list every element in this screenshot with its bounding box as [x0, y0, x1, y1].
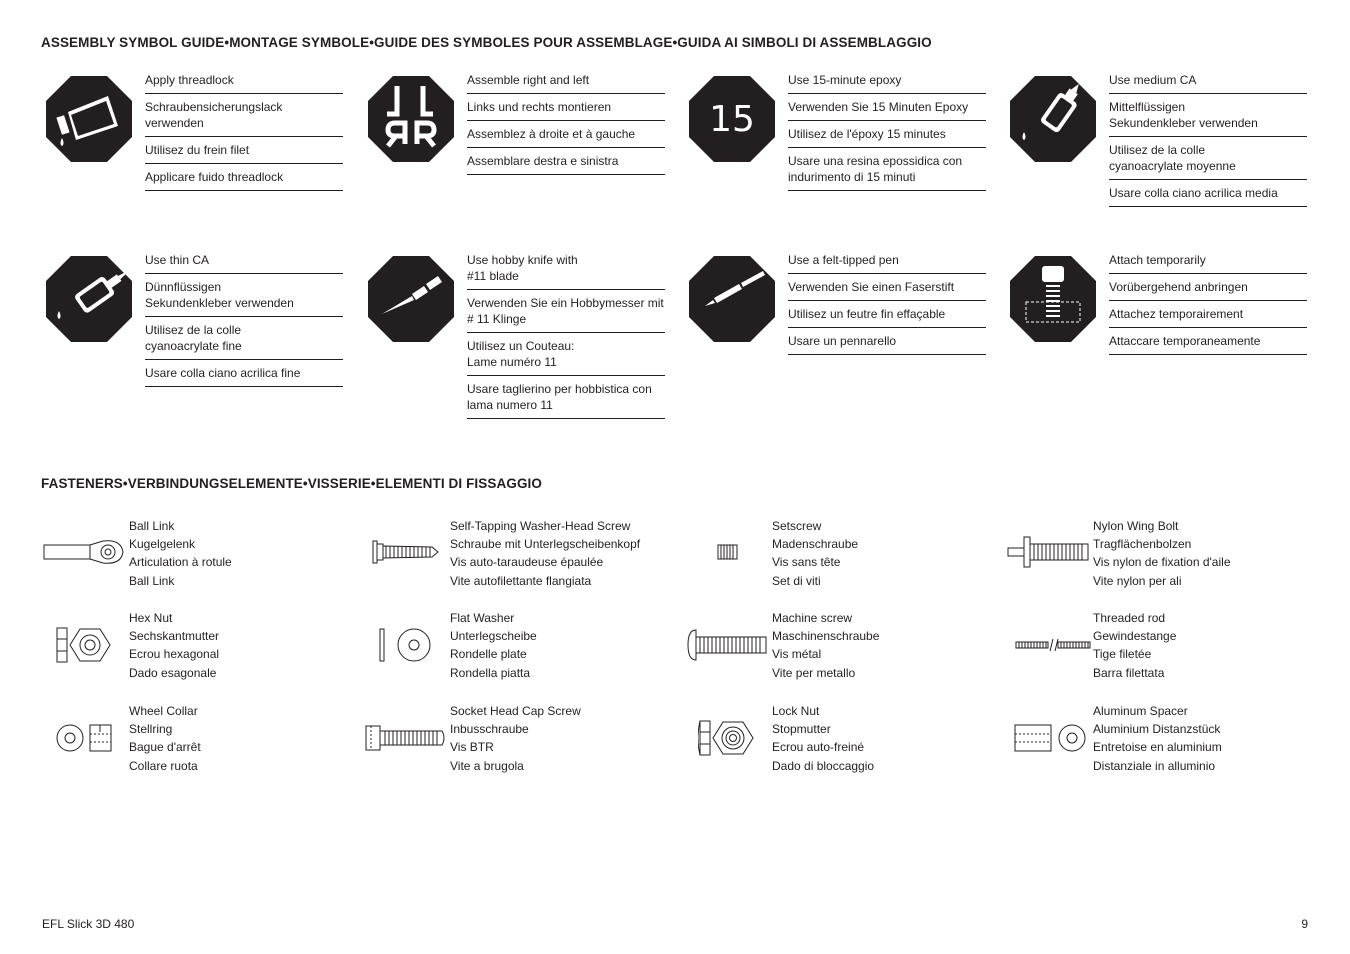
aluminum-spacer-icon [1013, 722, 1089, 754]
text-line: Usare colla ciano acrilica fine [145, 360, 343, 387]
text-line: Sechskantmutter [129, 629, 220, 644]
symbol-epoxy-text [788, 73, 986, 191]
machine-screw-text [772, 609, 879, 682]
text-line: Maschinenschraube [772, 629, 880, 644]
text-line: Vis auto-taraudeuse épaulée [450, 555, 604, 570]
flat-washer-icon [378, 627, 434, 663]
text-line: Articulation à rotule [129, 555, 232, 570]
threaded-rod-icon [1015, 637, 1091, 653]
text-line: Mittelflüssigen Sekundenkleber verwenden [1109, 94, 1307, 137]
text-line: Use a felt-tipped pen [788, 252, 986, 274]
text-line: Verwenden Sie 15 Minuten Epoxy [788, 94, 986, 121]
threaded-rod-text [1093, 609, 1176, 682]
symbol-medium-ca-text [1109, 73, 1307, 207]
lock-nut-icon [698, 718, 760, 758]
epoxy-15-icon [689, 76, 775, 162]
text-line: Verwenden Sie einen Faserstift [788, 274, 986, 301]
text-line: Verwenden Sie ein Hobbymesser mit # 11 Klinge [467, 290, 665, 333]
text-line: Distanziale in alluminio [1093, 758, 1216, 773]
text-line: Utilisez un feutre fin effaçable [788, 301, 986, 328]
text-line: Wheel Collar [129, 704, 198, 718]
thin-ca-bottle-icon [46, 256, 132, 342]
text-line: Machine screw [772, 611, 853, 625]
text-line: Flat Washer [450, 611, 515, 625]
socket-head-screw-text [450, 702, 581, 775]
text-line: Socket Head Cap Screw [450, 704, 581, 718]
nylon-wing-bolt-text [1093, 517, 1231, 590]
text-line: Links und rechts montieren [467, 94, 665, 121]
text-line: Utilisez de la colle cyanoacrylate fine [145, 317, 343, 360]
aluminum-spacer-text [1093, 702, 1222, 775]
text-line: Stellring [129, 722, 173, 737]
assembly-symbol-guide-heading: ASSEMBLY SYMBOL GUIDE•MONTAGE SYMBOLE•GUIDE DES SYMBOLES POUR ASSEMBLAGE•GUIDA AI SIMBOLI DI ASSEMBLAGGIO [41, 35, 932, 50]
right-left-icon [368, 76, 454, 162]
text-line: Stopmutter [772, 722, 831, 737]
threadlock-tube-icon [46, 76, 132, 162]
text-line: Utilisez de la colle cyanoacrylate moyenne [1109, 137, 1307, 180]
text-line: Attach temporarily [1109, 252, 1307, 274]
text-line: Use 15-minute epoxy [788, 72, 986, 94]
wheel-collar-icon [55, 722, 115, 754]
text-line: Attaccare temporaneamente [1109, 328, 1307, 355]
symbol-thin-ca-text [145, 253, 343, 387]
text-line: Rondella piatta [450, 665, 531, 680]
text-line: Vis sans tête [772, 555, 841, 570]
text-line: Vite a brugola [450, 758, 524, 773]
text-line: Set di viti [772, 573, 821, 588]
text-line: Usare colla ciano acrilica media [1109, 180, 1307, 207]
text-line: Assemble right and left [467, 72, 665, 94]
text-line: Assemblare destra e sinistra [467, 148, 665, 175]
text-line: Self-Tapping Washer-Head Screw [450, 519, 631, 533]
text-line: Use thin CA [145, 252, 343, 274]
text-line: Assemblez à droite et à gauche [467, 121, 665, 148]
attach-temporarily-icon [1010, 256, 1096, 342]
lock-nut-text [772, 702, 874, 775]
text-line: Dado esagonale [129, 665, 217, 680]
text-line: Usare taglierino per hobbistica con lama numero 11 [467, 376, 665, 419]
text-line: Ball Link [129, 519, 175, 533]
symbol-attach-temporarily-text [1109, 253, 1307, 355]
text-line: Nylon Wing Bolt [1093, 519, 1179, 533]
text-line: Ecrou hexagonal [129, 647, 220, 662]
text-line: Vorübergehend anbringen [1109, 274, 1307, 301]
text-line: Use hobby knife with #11 blade [467, 252, 665, 290]
text-line: Utilisez un Couteau: Lame numéro 11 [467, 333, 665, 376]
text-line: Usare una resina epossidica con indurimento di 15 minuti [788, 148, 986, 191]
text-line: Utilisez de l'époxy 15 minutes [788, 121, 986, 148]
text-line: Threaded rod [1093, 611, 1166, 625]
text-line: Hex Nut [129, 611, 173, 625]
footer-model-name: EFL Slick 3D 480 [42, 917, 135, 931]
ball-link-text [129, 517, 232, 590]
text-line: Aluminum Spacer [1093, 704, 1188, 718]
text-line: Gewindestange [1093, 629, 1177, 644]
text-line: Schraube mit Unterlegscheibenkopf [450, 537, 641, 552]
socket-head-screw-icon [364, 724, 448, 752]
hex-nut-icon [55, 625, 117, 665]
flat-washer-text [450, 609, 537, 682]
text-line: Apply threadlock [145, 72, 343, 94]
text-line: Unterlegscheibe [450, 629, 537, 644]
symbol-felt-pen-text [788, 253, 986, 355]
text-line: Tige filetée [1093, 647, 1152, 662]
symbol-right-left-text [467, 73, 665, 175]
symbol-threadlock-text [145, 73, 343, 191]
washer-head-screw-icon [372, 537, 442, 567]
text-line: Attachez temporairement [1109, 301, 1307, 328]
text-line: Lock Nut [772, 704, 820, 718]
text-line: Vis BTR [450, 740, 494, 755]
text-line: Usare un pennarello [788, 328, 986, 355]
text-line: Inbusschraube [450, 722, 529, 737]
text-line: Use medium CA [1109, 72, 1307, 94]
text-line: Tragflächenbolzen [1093, 537, 1192, 552]
text-line: Vite autofilettante flangiata [450, 573, 592, 588]
text-line: Setscrew [772, 519, 822, 533]
medium-ca-bottle-icon [1010, 76, 1096, 162]
text-line: Vite nylon per ali [1093, 573, 1182, 588]
text-line: Dado di bloccaggio [772, 758, 875, 773]
svg-text:15: 15 [709, 99, 755, 140]
machine-screw-icon [686, 627, 770, 663]
fasteners-heading: FASTENERS•VERBINDUNGSELEMENTE•VISSERIE•ELEMENTI DI FISSAGGIO [41, 476, 542, 491]
nylon-wing-bolt-icon [1007, 535, 1091, 569]
text-line: Dünnflüssigen Sekundenkleber verwenden [145, 274, 343, 317]
text-line: Vis nylon de fixation d'aile [1093, 555, 1231, 570]
text-line: Bague d'arrêt [129, 740, 201, 755]
text-line: Utilisez du frein filet [145, 137, 343, 164]
wheel-collar-text [129, 702, 201, 775]
text-line: Barra filettata [1093, 665, 1165, 680]
ball-link-icon [43, 539, 127, 565]
text-line: Vite per metallo [772, 665, 856, 680]
text-line: Kugelgelenk [129, 537, 196, 552]
page-number: 9 [1301, 917, 1308, 931]
felt-pen-icon [689, 256, 775, 342]
text-line: Ball Link [129, 573, 175, 588]
washer-head-screw-text [450, 517, 640, 590]
text-line: Vis métal [772, 647, 822, 662]
setscrew-text [772, 517, 858, 590]
symbol-hobby-knife-text [467, 253, 665, 419]
text-line: Aluminium Distanzstück [1093, 722, 1221, 737]
setscrew-icon [716, 543, 740, 561]
text-line: Entretoise en aluminium [1093, 740, 1222, 755]
text-line: Madenschraube [772, 537, 859, 552]
hobby-knife-icon [368, 256, 454, 342]
hex-nut-text [129, 609, 219, 682]
text-line: Rondelle plate [450, 647, 527, 662]
text-line: Collare ruota [129, 758, 198, 773]
text-line: Applicare fuido threadlock [145, 164, 343, 191]
text-line: Schraubensicherungslack verwenden [145, 94, 343, 137]
text-line: Ecrou auto-freiné [772, 740, 865, 755]
